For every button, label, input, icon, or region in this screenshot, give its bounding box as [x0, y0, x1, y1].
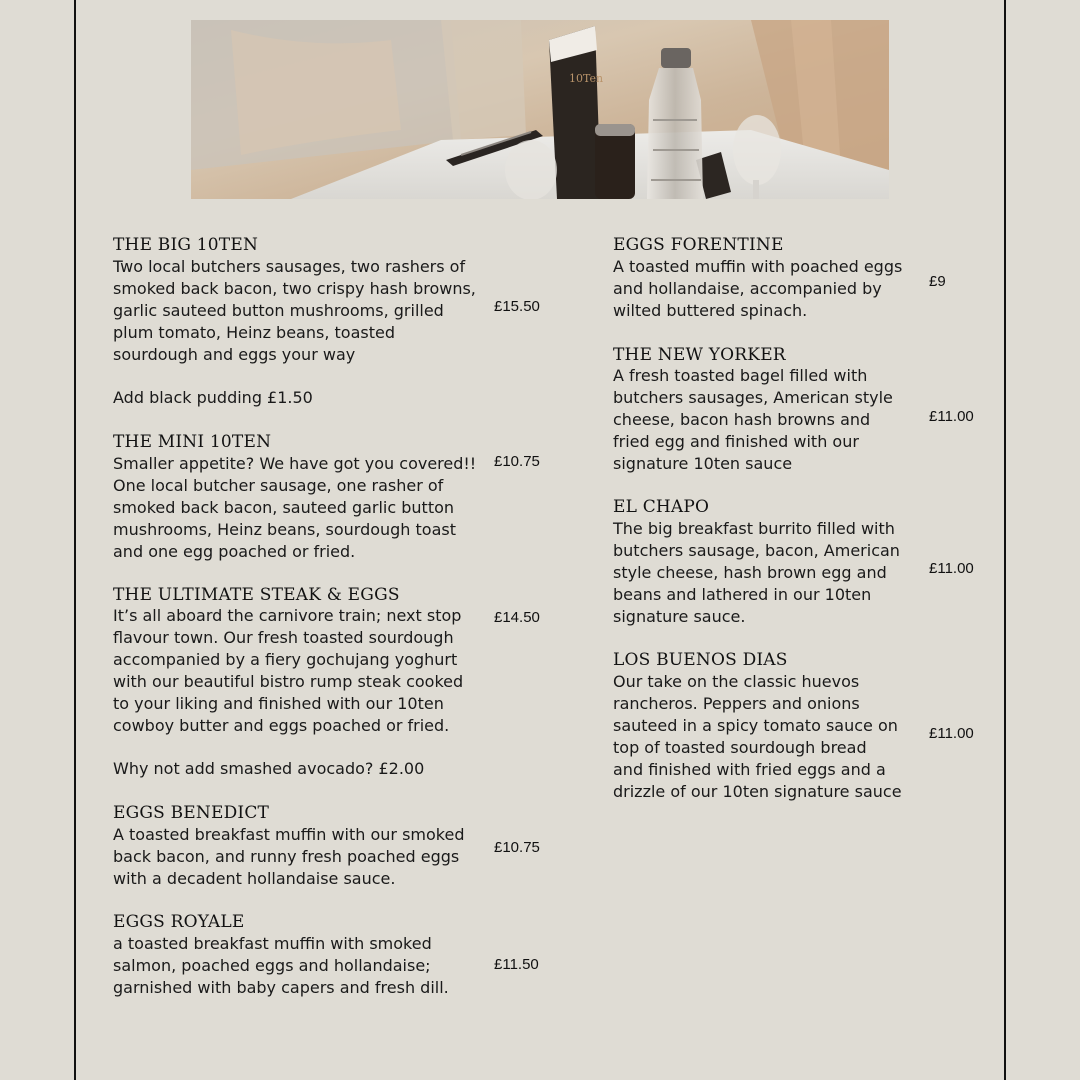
menu-item-description: Smaller appetite? We have got you covered!! One local butcher sausage, one rasher of smoked back bacon, sauteed garlic button mushrooms, Heinz beans, sourdough toast and one egg poached or fried. [113, 454, 477, 561]
menu-item-price: £11.00 [929, 725, 974, 742]
menu-item-name: THE NEW YORKER [613, 345, 786, 365]
menu-item-price: £11.00 [929, 560, 974, 577]
menu-item-description: A toasted breakfast muffin with our smoked back bacon, and runny fresh poached eggs with a decadent hollandaise sauce. [113, 825, 465, 888]
menu-item-description: Two local butchers sausages, two rashers of smoked back bacon, two crispy hash browns, garlic sauteed button mushrooms, grilled plum tomato, Heinz beans, toasted sourdough and eggs your way [113, 257, 476, 364]
hero-photo [191, 20, 889, 199]
menu-item-name: THE MINI 10TEN [113, 432, 272, 452]
menu-item-name: THE BIG 10TEN [113, 235, 259, 255]
menu-item-description: a toasted breakfast muffin with smoked salmon, poached eggs and hollandaise; garnished with baby capers and fresh dill. [113, 934, 449, 997]
menu-item-addon: Add black pudding £1.50 [113, 388, 313, 407]
menu-item-description: It’s all aboard the carnivore train; next stop flavour town. Our fresh toasted sourdough accompanied by a fiery gochujang yoghurt with our beautiful bistro rump steak cooked to your liking and finished with our 10ten cowboy butter and eggs poached or fried. [113, 606, 464, 735]
menu-item-name: EGGS ROYALE [113, 912, 245, 932]
menu-item-price: £10.75 [494, 839, 540, 856]
menu-item-name: EGGS BENEDICT [113, 803, 270, 823]
menu-card-logo: 10Ten [569, 72, 604, 85]
menu-item-description: A fresh toasted bagel filled with butchers sausages, American style cheese, bacon hash browns and fried egg and finished with our signature 10ten sauce [613, 366, 893, 473]
menu-item-name: THE ULTIMATE STEAK & EGGS [113, 585, 400, 605]
menu-item-name: EGGS FORENTINE [613, 235, 784, 255]
menu-item-price: £11.00 [929, 408, 974, 425]
menu-item-price: £15.50 [494, 298, 540, 315]
menu-item-price: £9 [929, 273, 946, 290]
restaurant-table-photo-icon [191, 20, 889, 199]
menu-item-name: LOS BUENOS DIAS [613, 650, 788, 670]
menu-item-description: The big breakfast burrito filled with butchers sausage, bacon, American style cheese, hash brown egg and beans and lathered in our 10ten signature sauce. [613, 519, 900, 626]
menu-item-description: Our take on the classic huevos rancheros. Peppers and onions sauteed in a spicy tomato sauce on top of toasted sourdough bread and finished with fried eggs and a drizzle of our 10ten signature sauce [613, 672, 902, 801]
menu-item-price: £11.50 [494, 956, 539, 973]
menu-item-description: A toasted muffin with poached eggs and hollandaise, accompanied by wilted buttered spinach. [613, 257, 903, 320]
menu-item-addon: Why not add smashed avocado? £2.00 [113, 759, 425, 778]
menu-item-name: EL CHAPO [613, 497, 710, 517]
menu-item-price: £14.50 [494, 609, 540, 626]
menu-item-price: £10.75 [494, 453, 540, 470]
